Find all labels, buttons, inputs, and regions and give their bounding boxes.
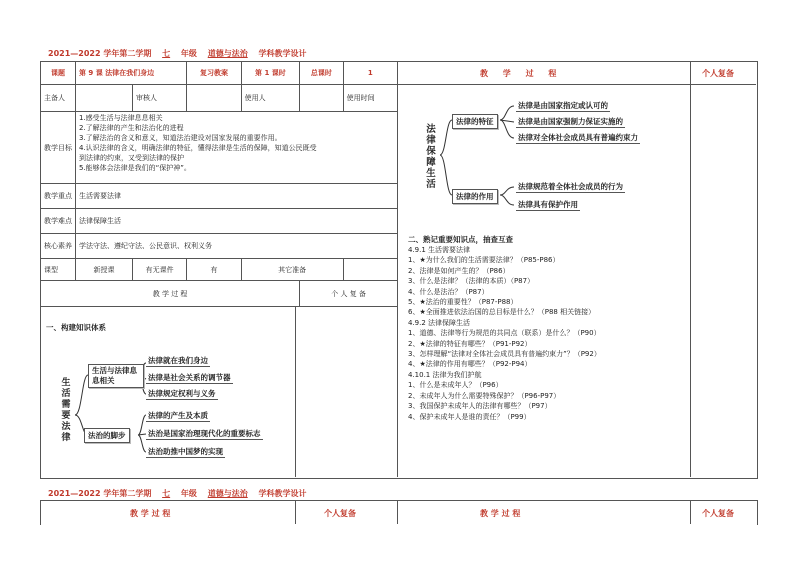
left-process-header: 教 学 过 程 bbox=[41, 281, 300, 307]
list-item: 4、★法律的作用有哪些？（P92-P94） bbox=[408, 360, 532, 369]
use-time-label: 使用时间 bbox=[343, 85, 397, 112]
topic-label: 课题 bbox=[41, 62, 76, 85]
mindmap-root-right-text: 法律保障生活 bbox=[426, 124, 436, 190]
mindmap-leaf: 法治助推中国梦的实现 bbox=[148, 447, 223, 456]
header-subject: 道德与法治 bbox=[207, 49, 248, 58]
reviewer-label: 审核人 bbox=[133, 85, 187, 112]
difficulty-label: 教学难点 bbox=[41, 209, 76, 234]
total-label: 总课时 bbox=[300, 62, 343, 85]
mindmap-leaf: 法律是社会关系的调节器 bbox=[148, 373, 231, 382]
mindmap-root-left-text: 生活需要法律 bbox=[61, 378, 71, 443]
mindmap-leaf: 法律就在我们身边 bbox=[148, 356, 208, 365]
footer-header bbox=[48, 488, 307, 499]
header-grade: 七 bbox=[162, 49, 171, 58]
header-suffix: 学科教学设计 bbox=[258, 49, 307, 58]
list-item: 4、保护未成年人是谁的责任？（P99） bbox=[408, 412, 531, 421]
review-question-list bbox=[408, 245, 601, 422]
footer-suffix: 学科教学设计 bbox=[258, 489, 307, 498]
goal-item: 5.能够体会法律是我们的“保护神”。 bbox=[79, 164, 191, 172]
document-header bbox=[48, 48, 307, 59]
lesson-type: 复习教案 bbox=[187, 62, 241, 85]
mindmap-leaf: 法律具有保护作用 bbox=[518, 200, 578, 209]
mindmap-leaf: 法律的产生及本质 bbox=[148, 411, 208, 420]
mindmap-root-right bbox=[425, 124, 437, 190]
list-item: 1、道德、法律等行为规范的共同点（联系）是什么？（P90） bbox=[408, 329, 601, 338]
footer-divider-3 bbox=[690, 500, 691, 524]
mindmap-leaf: 法律规定权利与义务 bbox=[148, 389, 216, 398]
right-header-rule bbox=[398, 84, 756, 85]
key-point-value: 生活需要法律 bbox=[76, 184, 398, 209]
footer-right-process: 教 学 过 程 bbox=[480, 509, 521, 518]
list-item: 3、什么是法律？（法律的本质）（P87） bbox=[408, 277, 535, 286]
right-prep-divider bbox=[690, 61, 691, 477]
list-item: 4.9.1 生活需要法律 bbox=[408, 246, 471, 254]
lesson-info-table bbox=[40, 61, 398, 307]
course-type-value: 新授课 bbox=[76, 259, 133, 281]
difficulty-value: 法律保障生活 bbox=[76, 209, 398, 234]
mindmap-leaf: 法律是由国家指定或认可的 bbox=[518, 101, 608, 110]
footer-right-prep: 个人复备 bbox=[702, 509, 734, 518]
footer-grade: 七 bbox=[162, 489, 171, 498]
list-item: 3、怎样理解“法律对全体社会成员具有普遍约束力”？（P92） bbox=[408, 350, 601, 359]
list-item: 2、法律是如何产生的？（P86） bbox=[408, 266, 510, 275]
header-grade-suffix: 年级 bbox=[180, 49, 197, 58]
list-item: 5、★法治的重要性？（P87-P88） bbox=[408, 298, 518, 307]
goals-content bbox=[76, 112, 398, 184]
goal-item: 4.认识法律的含义，明确法律的特征，懂得法律是生活的保障，知道公民既受 bbox=[79, 144, 317, 152]
footer-grade-suffix: 年级 bbox=[180, 489, 197, 498]
mindmap-leaf: 法律是由国家强制力保证实施的 bbox=[518, 117, 623, 126]
main-preparer-label: 主备人 bbox=[41, 85, 76, 112]
header-year: 2021—2022 学年第二学期 bbox=[48, 49, 152, 58]
topic-value: 第 9 课 法律在我们身边 bbox=[76, 62, 187, 85]
list-item: 4、什么是法治？（P87） bbox=[408, 287, 489, 296]
goals-label: 教学目标 bbox=[41, 112, 76, 184]
list-item: 6、★全面推进依法治国的总目标是什么？（P88 相关链接） bbox=[408, 308, 596, 317]
footer-left-process: 教 学 过 程 bbox=[130, 509, 171, 518]
total-value: 1 bbox=[343, 62, 397, 85]
course-type-label: 课型 bbox=[41, 259, 76, 281]
other-prep-label: 其它准备 bbox=[241, 259, 343, 281]
key-point-label: 教学重点 bbox=[41, 184, 76, 209]
left-prep-header: 个 人 复 备 bbox=[300, 281, 398, 307]
courseware-value: 有 bbox=[187, 259, 241, 281]
right-prep-header: 个人复备 bbox=[702, 69, 734, 78]
right-process-header: 教 学 过 程 bbox=[480, 69, 563, 78]
list-item: 2、★法律的特征有哪些？（P91-P92） bbox=[408, 339, 532, 348]
goal-item: 到法律的约束，又受到法律的保护 bbox=[79, 154, 184, 162]
key-points-heading: 二、熟记重要知识点，抽查互查 bbox=[408, 235, 513, 244]
mindmap-branch-life-and-law: 生活与法律息息相关 bbox=[88, 364, 144, 388]
literacy-label: 核心素养 bbox=[41, 234, 76, 259]
list-item: 2、未成年人为什么需要特殊保护？（P96-P97） bbox=[408, 391, 561, 400]
list-item: 4.10.1 法律为我们护航 bbox=[408, 370, 482, 379]
footer-left-prep: 个人复备 bbox=[324, 509, 356, 518]
list-item: 3、我国保护未成年人的法律有哪些？（P97） bbox=[408, 402, 552, 411]
footer-subject: 道德与法治 bbox=[207, 489, 248, 498]
literacy-value: 学法守法、遵纪守法、公民意识、权利义务 bbox=[76, 234, 398, 259]
mindmap-leaf: 法律规范着全体社会成员的行为 bbox=[518, 182, 623, 191]
mindmap-branch-law-functions: 法律的作用 bbox=[452, 189, 498, 204]
list-item: 1、★为什么我们的生活需要法律？（P85-P86） bbox=[408, 256, 560, 265]
list-item: 1、什么是未成年人？（P96） bbox=[408, 381, 503, 390]
goal-item: 3.了解法治的含义和意义，知道法治建设对国家发展的重要作用。 bbox=[79, 134, 282, 142]
footer-divider-2 bbox=[397, 500, 398, 524]
lesson-period: 第 1 课时 bbox=[241, 62, 300, 85]
list-item: 4.9.2 法律保障生活 bbox=[408, 318, 471, 327]
footer-divider-1 bbox=[295, 500, 296, 524]
mindmap-leaf: 法治是国家治理现代化的重要标志 bbox=[148, 429, 261, 438]
knowledge-system-heading: 一、构建知识体系 bbox=[46, 323, 106, 332]
mindmap-branch-law-features: 法律的特征 bbox=[452, 114, 498, 129]
mindmap-branch-rule-of-law: 法治的脚步 bbox=[84, 428, 130, 443]
mindmap-leaf: 法律对全体社会成员具有普遍约束力 bbox=[518, 133, 638, 142]
courseware-label: 有无课件 bbox=[133, 259, 187, 281]
footer-year: 2021—2022 学年第二学期 bbox=[48, 489, 152, 498]
user-label: 使用人 bbox=[241, 85, 300, 112]
goal-item: 1.感受生活与法律息息相关 bbox=[79, 114, 163, 122]
goal-item: 2.了解法律的产生和法治化的进程 bbox=[79, 124, 184, 132]
